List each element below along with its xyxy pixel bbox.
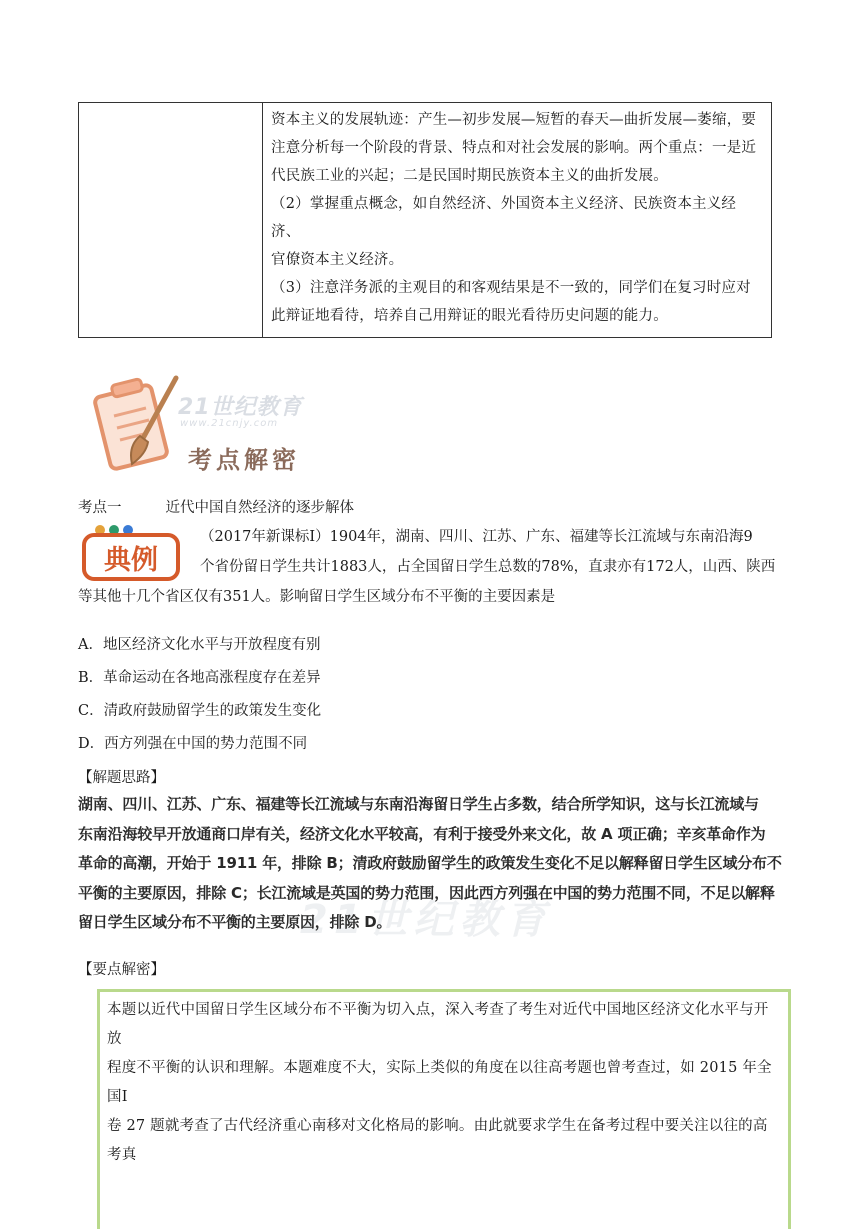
analysis-line: 东南沿海较早开放通商口岸有关，经济文化水平较高，有利于接受外来文化，故 A 项正确；辛亥革命作为 bbox=[78, 824, 766, 843]
question-text bbox=[78, 522, 778, 612]
option-b: B．革命运动在各地高涨程度存在差异 bbox=[78, 670, 321, 686]
table-line: 官僚资本主义经济。 bbox=[271, 252, 404, 268]
example-icon-label: 典例 bbox=[104, 545, 158, 576]
table-line: 注意分析每一个阶段的背景、特点和对社会发展的影响。两个重点：一是近 bbox=[271, 140, 757, 156]
banner-watermark-url: www.21cnjy.com bbox=[180, 418, 279, 429]
question-line: 个省份留日学生共计1883人，占全国留日学生总数的78%，直隶亦有172人，山西、陕西 bbox=[200, 559, 776, 575]
analysis-line: 平衡的主要原因，排除 C；长江流域是英国的势力范围，因此西方列强在中国的势力范围不同，不足以解释 bbox=[78, 883, 775, 902]
section-banner bbox=[84, 368, 354, 480]
kaodian-label: 考点一 bbox=[78, 500, 122, 516]
analysis-line: 革命的高潮，开始于 1911 年，排除 B；清政府鼓励留学生的政策发生变化不足以解释留日学生区域分布不 bbox=[78, 854, 782, 872]
option-c: C．清政府鼓励留学生的政策发生变化 bbox=[78, 703, 322, 719]
keypoint-line: 卷 27 题就考查了古代经济重心南移对文化格局的影响。由此就要求学生在备考过程中要关注以往的高考真 bbox=[107, 1118, 768, 1163]
analysis-watermark: 21世纪教育 bbox=[300, 897, 552, 943]
kaodian-heading bbox=[78, 496, 354, 517]
keypoint-line: 程度不平衡的认识和理解。本题难度不大，实际上类似的角度在以往高考题也曾考查过，如 2015 年全国Ⅰ bbox=[107, 1060, 772, 1105]
banner-title: 考点解密 bbox=[188, 445, 300, 474]
question-line: （2017年新课标Ⅰ）1904年，湖南、四川、江苏、广东、福建等长江流域与东南沿海9 bbox=[200, 529, 753, 545]
table-left-cell bbox=[79, 103, 263, 337]
table-line: （3）注意洋务派的主观目的和客观结果是不一致的，同学们在复习时应对 bbox=[271, 280, 751, 296]
analysis-header: 【解题思路】 bbox=[78, 770, 165, 786]
table-line: 代民族工业的兴起；二是民国时期民族资本主义的曲折发展。 bbox=[271, 168, 668, 184]
analysis-line: 湖南、四川、江苏、广东、福建等长江流域与东南沿海留日学生占多数，结合所学知识，这与长江流域与 bbox=[78, 795, 759, 813]
table-line: 资本主义的发展轨迹：产生—初步发展—短暂的春天—曲折发展—萎缩，要 bbox=[271, 112, 757, 128]
kaodian-title: 近代中国自然经济的逐步解体 bbox=[165, 500, 354, 516]
analysis-line: 留日学生区域分布不平衡的主要原因，排除 D。 bbox=[78, 913, 392, 931]
option-a: A．地区经济文化水平与开放程度有别 bbox=[78, 637, 321, 653]
option-d: D．西方列强在中国的势力范围不同 bbox=[78, 736, 308, 752]
analysis-text bbox=[78, 790, 784, 938]
keypoint-header: 【要点解密】 bbox=[78, 962, 165, 978]
table-line: （2）掌握重点概念，如自然经济、外国资本主义经济、民族资本主义经济、 bbox=[271, 196, 737, 240]
table-right-cell bbox=[263, 103, 771, 330]
keypoint-line: 本题以近代中国留日学生区域分布不平衡为切入点，深入考查了考生对近代中国地区经济文化水平与开放 bbox=[107, 1002, 769, 1047]
question-line: 等其他十几个省区仅有351人。影响留日学生区域分布不平衡的主要因素是 bbox=[78, 589, 556, 605]
banner-watermark: 21世纪教育 bbox=[178, 395, 303, 420]
table-line: 此辩证地看待，培养自己用辩证的眼光看待历史问题的能力。 bbox=[271, 308, 668, 324]
clipboard-brush-icon bbox=[84, 368, 194, 480]
keypoint-box bbox=[97, 989, 791, 1229]
summary-table bbox=[78, 102, 772, 338]
